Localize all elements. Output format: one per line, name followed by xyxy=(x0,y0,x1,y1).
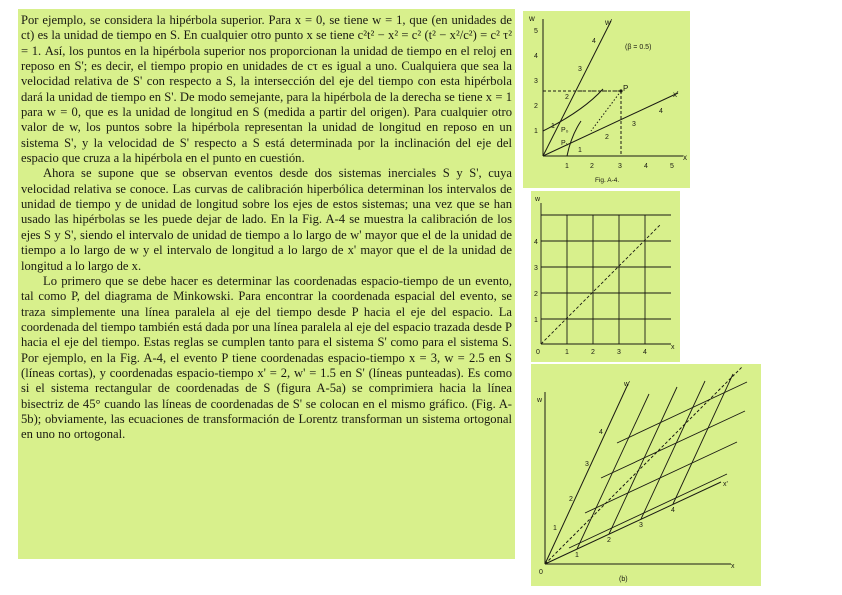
x-axis-label: x xyxy=(731,563,735,570)
paragraph-inertial-systems: Ahora se supone que se observan eventos desde dos sistemas inerciales S y S', cuya velocidad relativa se conoce. Las curvas de calibración hiperbólica determinan los intervalos de unidad de tiempo y de unidad de longitud sobre los ejes de estos sistemas; una vez que se han usado las hipérbolas se les puede dejar de lado. En la Fig. A-4 se muestra la calibración de los ejes S y S', siendo el intervalo de unidad de tiempo a lo largo de w' mayor que el de la unidad de tiempo a lo largo de w y el intervalo de longitud a lo largo de x' mayor que el de la unidad de longitud a lo largo de x. xyxy=(21,166,512,273)
grid-line-w-prime-4 xyxy=(617,382,747,443)
x-prime-tick-3: 3 xyxy=(639,522,643,529)
x-prime-axis-label: x' xyxy=(673,90,679,99)
w-prime-axis xyxy=(545,384,628,564)
x-prime-axis xyxy=(545,482,721,564)
x-tick-2: 2 xyxy=(591,349,595,356)
x-prime-tick-2: 2 xyxy=(607,537,611,544)
w-tick-4: 4 xyxy=(534,239,538,246)
grid-line-w-prime-1 xyxy=(569,474,727,548)
w-tick-5: 5 xyxy=(534,28,538,35)
w-prime-tick-3: 3 xyxy=(585,461,589,468)
x-prime-tick-3: 3 xyxy=(632,121,636,128)
figure-a5b-diagram xyxy=(531,364,761,586)
figure-a4-caption: Fig. A-4. xyxy=(595,177,620,184)
x-tick-3: 3 xyxy=(618,163,622,170)
w-prime-tick-3: 3 xyxy=(578,66,582,73)
event-p-label: P xyxy=(623,84,629,93)
x-prime-tick-4: 4 xyxy=(659,108,663,115)
w-prime-axis-label: w' xyxy=(605,18,613,27)
w-prime-tick-4: 4 xyxy=(592,38,596,45)
x-prime-axis-label: x' xyxy=(723,481,728,488)
w-tick-3: 3 xyxy=(534,265,538,272)
grid-line-w-prime-2 xyxy=(585,442,737,513)
grid-line-x-prime-2 xyxy=(609,387,677,534)
w-tick-3: 3 xyxy=(534,78,538,85)
x-axis-label: x xyxy=(683,153,687,162)
w-axis-label: w xyxy=(535,196,541,203)
origin-label: 0 xyxy=(539,569,543,576)
x-tick-1: 1 xyxy=(565,349,569,356)
x-tick-2: 2 xyxy=(590,163,594,170)
paragraph-event-coordinates: Lo primero que se debe hacer es determinar las coordenadas espacio-tiempo de un evento, tal como P, del diagrama de Minkowski. Para encontrar la coordenada espacial del evento, se traza simplemente una línea paralela al eje del tiempo desde P hacia el eje del espacio. La coordenada del tiempo también está dada por una línea paralela al eje del espacio trazada desde P hacia el eje del tiempo. Estas reglas se cumplen tanto para el sistema S' como para el sistema S. Por ejemplo, en la Fig. A-4, el evento P tiene coordenadas espacio-tiempo x = 3, w = 2.5 en S (líneas cortas), y coordenadas espacio-tiempo x' = 2, w' = 1.5 en S' (líneas punteadas). Es como si el sistema rectangular de coordenadas de S (figura A-5a) se comprimiera hacia la línea bisectriz de 45° cuando las líneas de coordenadas de S' se colocan en el mismo gráfico. (Fig. A-5b); obviamente, las ecuaciones de transformación de Lorentz transforman un sistema ortogonal en uno no ortogonal. xyxy=(21,273,512,442)
x-prime-tick-4: 4 xyxy=(671,507,675,514)
body-text xyxy=(18,9,515,559)
figure-a5b-caption: (b) xyxy=(619,576,628,583)
w-prime-tick-2: 2 xyxy=(569,496,573,503)
figure-a4 xyxy=(523,11,690,188)
event-p1-label: P₁ xyxy=(561,140,569,147)
w-axis-label: w xyxy=(529,14,535,23)
paragraph-hyperbola: Por ejemplo, se considera la hipérbola superior. Para x = 0, se tiene w = 1, que (en unidades de ct) es la unidad de tiempo en S. En cualquier otro punto x se tiene c²t² − x² = c² (t² − x²/c²) = c² τ² = 1. Así, los puntos en la hipérbola superior nos proporcionan la unidad de tiempo en el reloj en reposo en S'; es decir, el tiempo propio en unidades de cτ es igual a uno. Cualquiera que sea la velocidad relativa de S' con respecto a S, la intersección del eje del tiempo con esta hipérbola dará la unidad de tiempo en S'. De modo semejante, para la hipérbola de la derecha se tiene x = 1 para w = 0, que es la unidad de longitud en S (medida a partir del origen). Para cualquier otro valor de w, los puntos sobre la hipérbola representan la unidad de longitud en reposo en un sistema S', y la velocidad de S' respecto a S está determinada por la inclinación del eje del espacio que cruza a la hipérbola en el punto en cuestión. xyxy=(21,13,512,166)
w-tick-2: 2 xyxy=(534,291,538,298)
x-tick-1: 1 xyxy=(565,163,569,170)
w-prime-axis xyxy=(543,21,611,156)
x-tick-3: 3 xyxy=(617,349,621,356)
w-prime-axis-label: w' xyxy=(624,381,631,388)
event-p0-label: P₀ xyxy=(561,127,569,134)
figure-a5a xyxy=(531,191,680,362)
origin-label: 0 xyxy=(536,349,540,356)
figure-a5b xyxy=(531,364,761,586)
x-tick-4: 4 xyxy=(644,163,648,170)
w-tick-1: 1 xyxy=(534,317,538,324)
beta-label: (β = 0.5) xyxy=(625,44,652,51)
w-tick-4: 4 xyxy=(534,53,538,60)
w-tick-2: 2 xyxy=(534,103,538,110)
w-axis-label: w xyxy=(537,397,543,404)
x-prime-tick-1: 1 xyxy=(578,147,582,154)
grid-line-w-prime-3 xyxy=(601,411,745,478)
bisector-45 xyxy=(541,224,661,344)
x-tick-5: 5 xyxy=(670,163,674,170)
x-prime-tick-2: 2 xyxy=(605,134,609,141)
x-prime-tick-1: 1 xyxy=(575,552,579,559)
w-tick-1: 1 xyxy=(534,128,538,135)
bisector-45 xyxy=(545,366,743,564)
grid-line-x-prime-3 xyxy=(641,381,705,519)
x-axis-label: x xyxy=(671,344,675,351)
w-prime-tick-1: 1 xyxy=(551,123,555,130)
figure-a4-diagram xyxy=(523,11,690,188)
w-prime-tick-4: 4 xyxy=(599,429,603,436)
x-tick-4: 4 xyxy=(643,349,647,356)
w-prime-tick-2: 2 xyxy=(565,94,569,101)
w-prime-tick-1: 1 xyxy=(553,525,557,532)
figure-a5a-diagram xyxy=(531,191,680,362)
